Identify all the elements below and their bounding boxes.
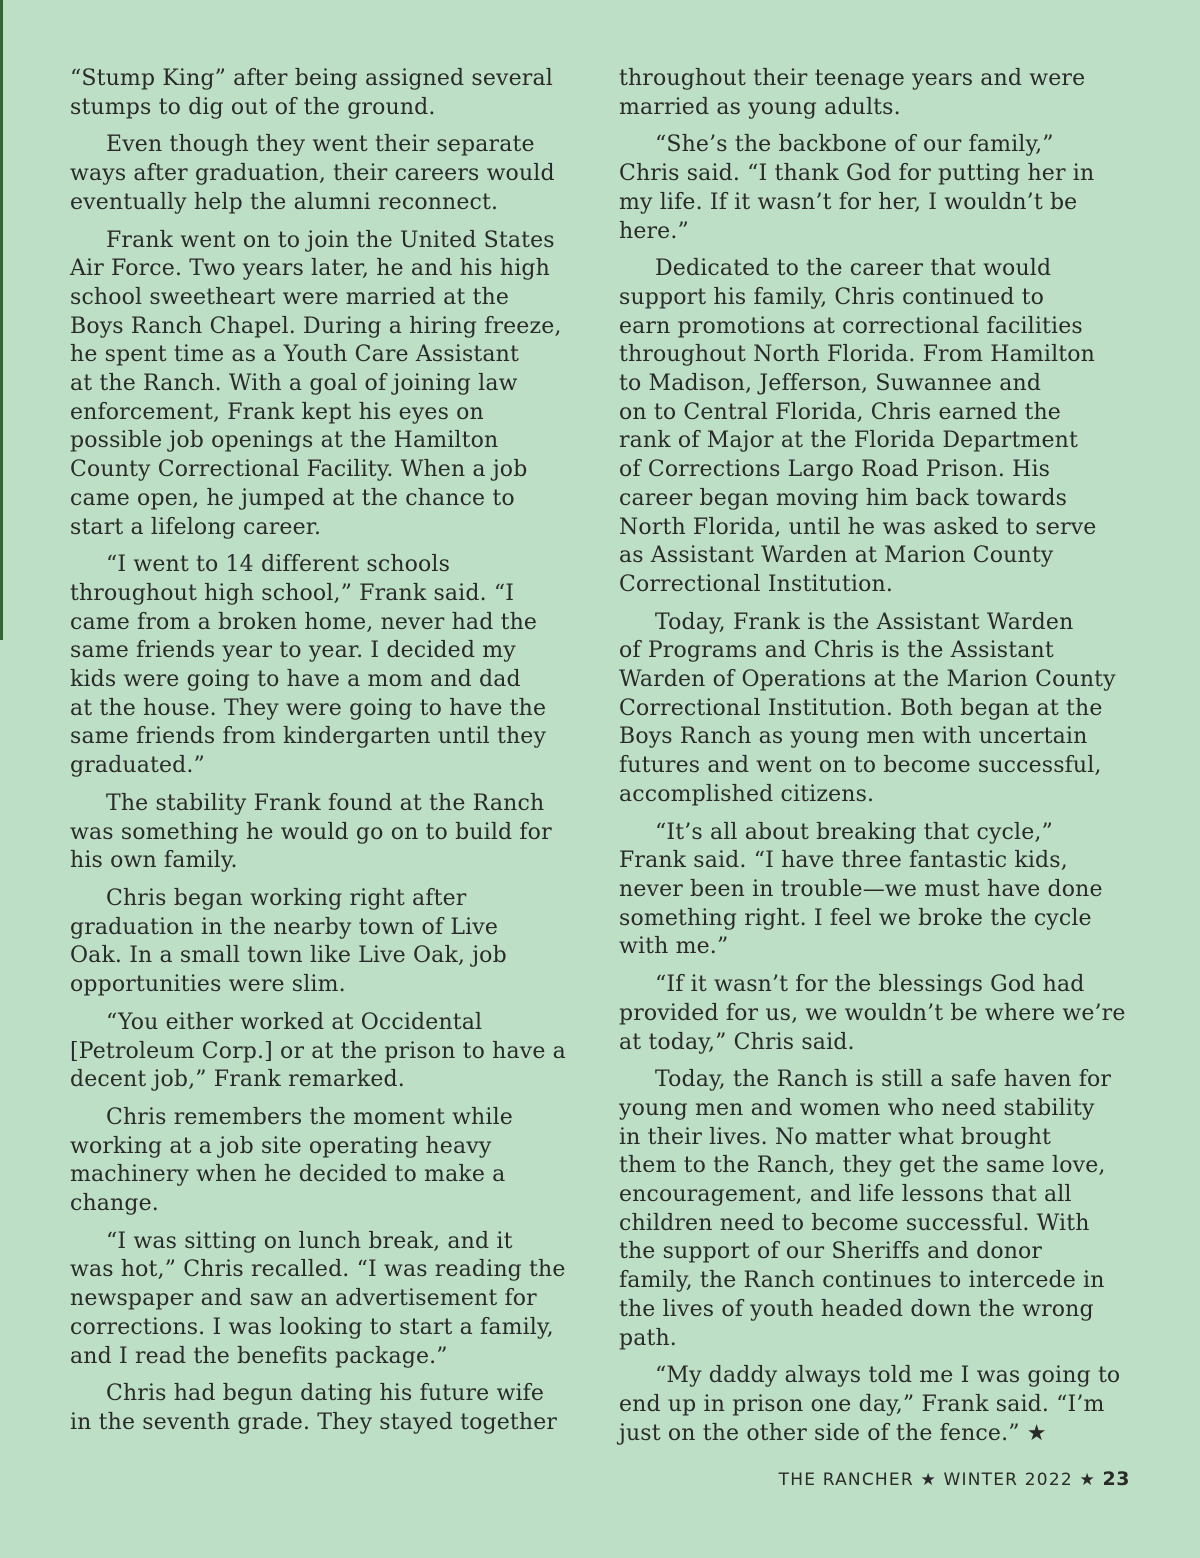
paragraph: Today, the Ranch is still a safe haven for young men and women who need stability in their lives. No matter what brought them to the Ranch, they get the same love, encouragement, and life lessons that all children need to become successful. With the support of our Sheriffs and donor family, the Ranch continues to intercede in the lives of youth headed down the wrong path. (619, 1067, 1112, 1351)
paragraph: The stability Frank found at the Ranch was something he would go on to build for his own family. (70, 790, 552, 874)
paragraph: Dedicated to the career that would support his family, Chris continued to earn promotions at correctional facilities throughout North Florida. From Hamilton to Madison, Jefferson, Suwannee and on to Central Florida, Chris earned the rank of Major at the Florida Department of Corrections Largo Road Prison. His career began moving him back towards North Florida, until he was asked to serve as Assistant Warden at Marion County Correctional Institution. (619, 256, 1097, 597)
paragraph: “If it wasn’t for the blessings God had provided for us, we wouldn’t be where we’re at today,” Chris said. (619, 972, 1126, 1055)
paragraph: Chris remembers the moment while working at a job site operating heavy machinery when he decided to make a change. (70, 1104, 513, 1217)
paragraph: “She’s the backbone of our family,” Chris said. “I thank God for putting her in my life. If it wasn’t for her, I wouldn’t be here.” (619, 132, 1095, 244)
paragraph: Chris began working right after graduation in the nearby town of Live Oak. In a small town like Live Oak, job opportunities were slim. (70, 885, 507, 998)
article-column-left (70, 65, 590, 1447)
paragraph: Chris had begun dating his future wife in the seventh grade. They stayed together (70, 1381, 558, 1435)
paragraph: “I was sitting on lunch break, and it was hot,” Chris recalled. “I was reading the newspaper and saw an advertisement for corrections. I was looking to start a family, and I read the benefits package.” (70, 1228, 566, 1369)
paragraph: “My daddy always told me I was going to end up in prison one day,” Frank said. “I’m just on the other side of the fence.” ★ (619, 1363, 1121, 1446)
article-column-right (619, 65, 1144, 1457)
paragraph: “I went to 14 different schools throughout high school,” Frank said. “I came from a broken home, never had the same friends year to year. I decided my kids were going to have a mom and dad at the house. They were going to have the same friends from kindergarten until they graduated.” (70, 552, 547, 779)
issue-date: WINTER 2022 (943, 1470, 1073, 1490)
star-separator-icon: ★ (920, 1470, 937, 1490)
paragraph: Even though they went their separate ways after graduation, their careers would eventually help the alumni reconnect. (70, 132, 555, 215)
page-edge-strip (0, 0, 3, 640)
paragraph: Frank went on to join the United States Air Force. Two years later, he and his high school sweetheart were married at the Boys Ranch Chapel. During a hiring freeze, he spent time as a Youth Care Assistant at the Ranch. With a goal of joining law enforcement, Frank kept his eyes on possible job openings at the Hamilton County Correctional Facility. When a job came open, he jumped at the chance to start a lifelong career. (70, 227, 562, 540)
paragraph: “You either worked at Occidental [Petroleum Corp.] or at the prison to have a decent job,” Frank remarked. (70, 1009, 566, 1093)
star-separator-icon: ★ (1079, 1470, 1096, 1490)
paragraph: “Stump King” after being assigned several stumps to dig out of the ground. (70, 66, 553, 120)
paragraph: Today, Frank is the Assistant Warden of Programs and Chris is the Assistant Warden of Operations at the Marion County Correctional Institution. Both began at the Boys Ranch as young men with uncertain futures and went on to become successful, accomplished citizens. (619, 609, 1116, 807)
page-number: 23 (1102, 1468, 1130, 1490)
publication-name: THE RANCHER (778, 1470, 914, 1490)
paragraph: “It’s all about breaking that cycle,” Frank said. “I have three fantastic kids, never been in trouble—we must have done something right. I feel we broke the cycle with me.” (619, 819, 1103, 960)
page-footer (779, 1468, 1130, 1490)
paragraph: throughout their teenage years and were married as young adults. (619, 66, 1086, 120)
